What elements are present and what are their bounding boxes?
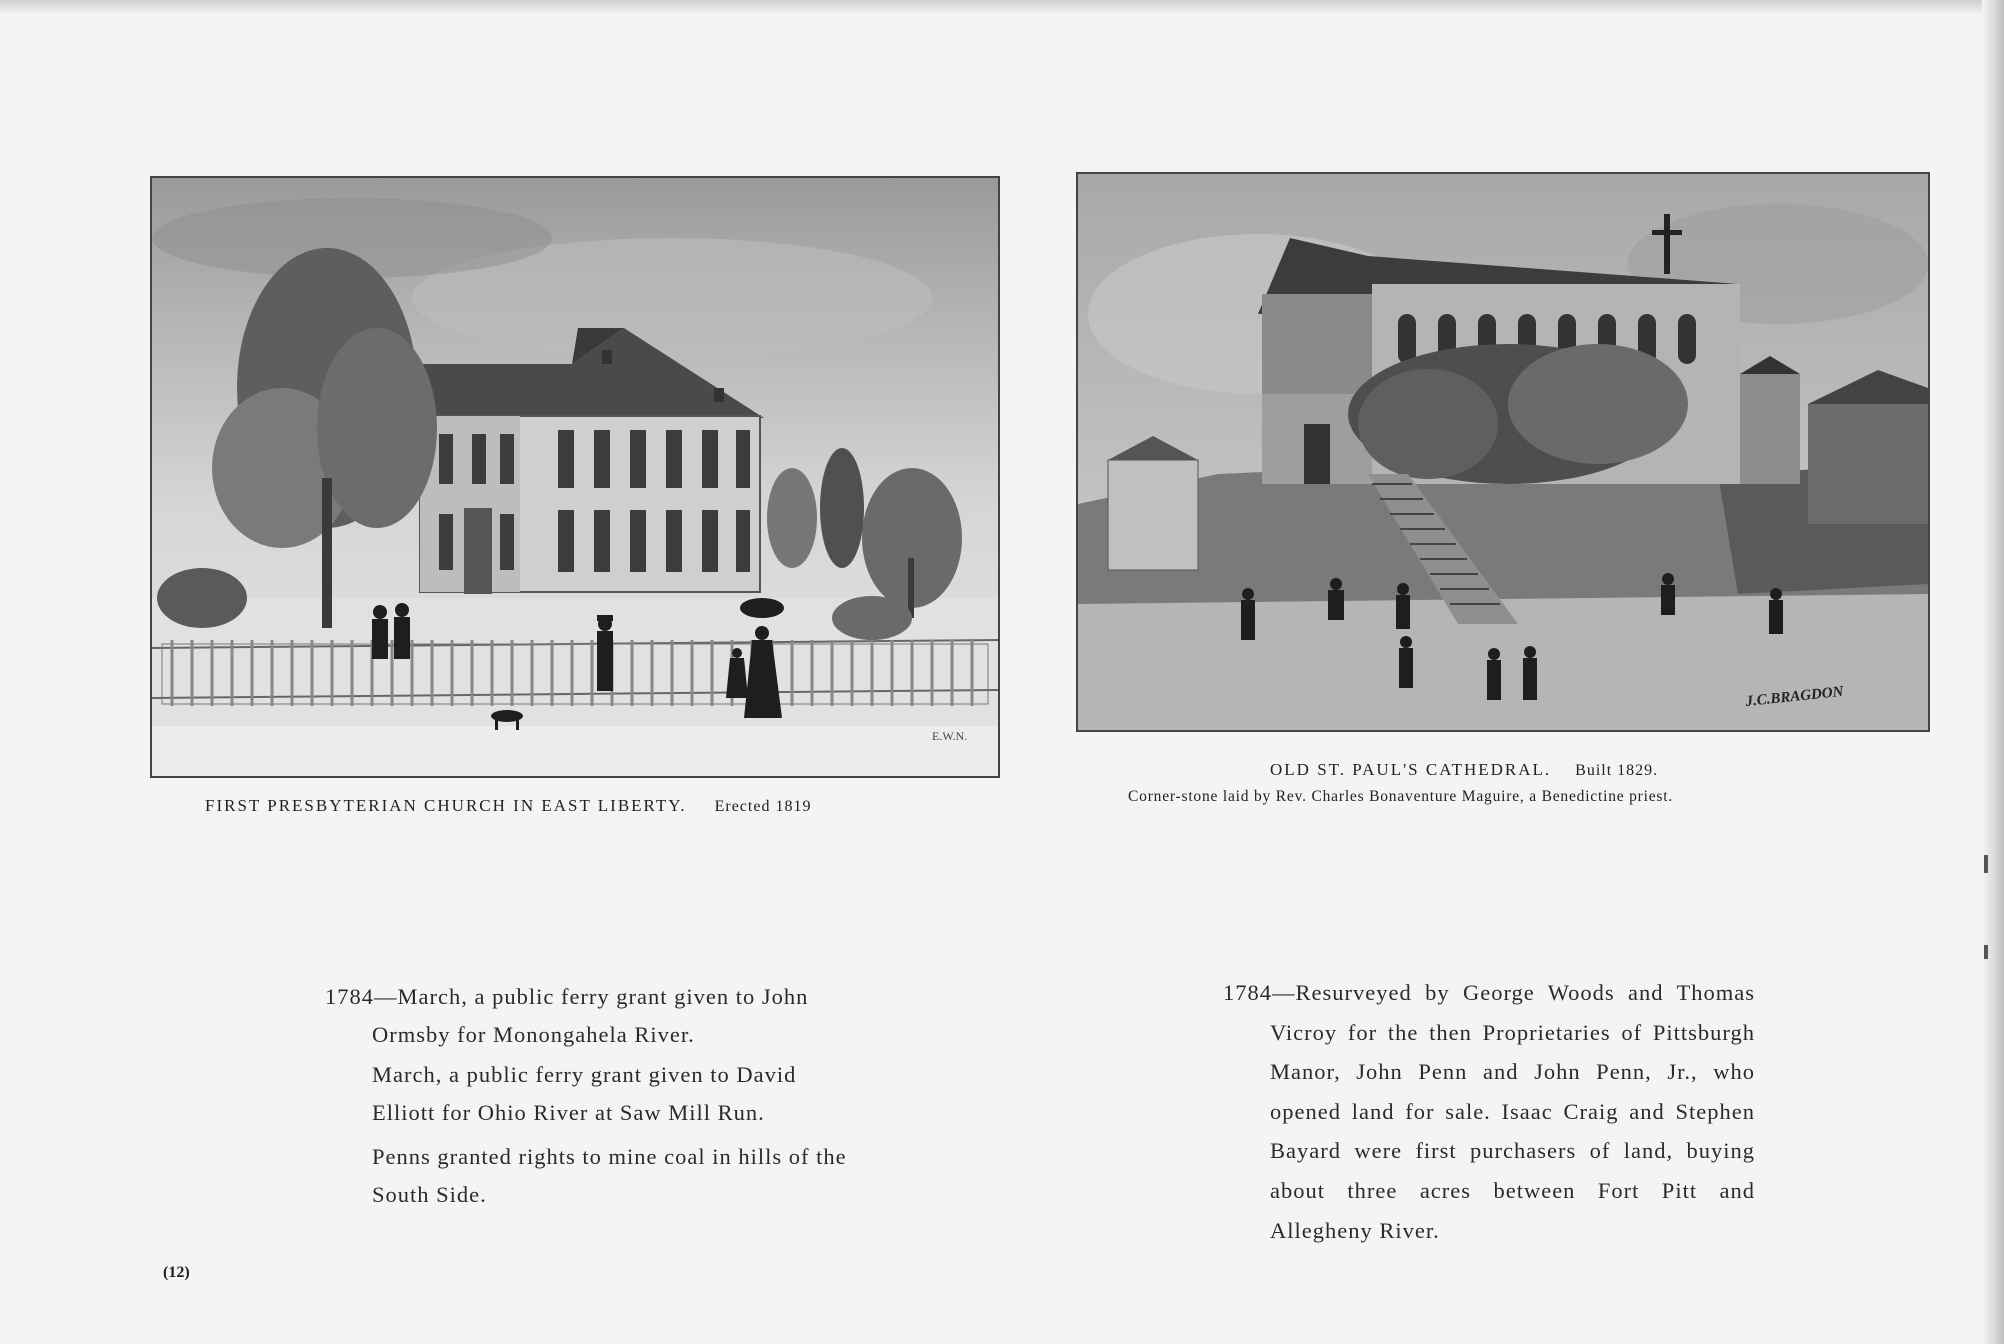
page-fore-edge bbox=[1982, 0, 2004, 1344]
caption-title: FIRST PRESBYTERIAN CHURCH IN EAST LIBERTY. bbox=[205, 796, 687, 815]
caption-note: Corner-stone laid by Rev. Charles Bonaventure Maguire, a Benedictine priest. bbox=[1128, 788, 1674, 805]
page-edge-mark bbox=[1984, 945, 1988, 959]
caption-year: Erected 1819 bbox=[714, 798, 812, 815]
caption-year: Built 1829. bbox=[1575, 762, 1659, 779]
chronology-entry: March, a public ferry grant given to David Elliott for Ohio River at Saw Mill Run. bbox=[372, 1062, 797, 1125]
artist-signature: J.C.BRAGDON bbox=[1744, 683, 1845, 710]
page-edge-mark bbox=[1984, 855, 1988, 873]
page-top-edge bbox=[0, 0, 2004, 14]
illustration-first-presbyterian-church bbox=[150, 176, 1000, 778]
chronology-entry: 1784—Resurveyed by George Woods and Thomas Vicroy for the then Proprietaries of Pittsburgh Manor, John Penn and John Penn, Jr., who opened land for sale. Isaac Craig and Stephen Bayard were first purchasers of land, buying about three acres between Fort Pitt and Allegheny River. bbox=[1223, 980, 1755, 1243]
chronology-column-left bbox=[325, 978, 862, 1214]
artist-mark: E.W.N. bbox=[932, 729, 968, 743]
caption-first-presbyterian-church bbox=[205, 796, 811, 816]
illustration-old-st-pauls-cathedral bbox=[1076, 172, 1930, 732]
caption-title: OLD ST. PAUL'S CATHEDRAL. bbox=[1270, 760, 1552, 779]
chronology-entry: Penns granted rights to mine coal in hills of the South Side. bbox=[372, 1144, 847, 1207]
caption-old-st-pauls-cathedral bbox=[1270, 760, 1658, 780]
chronology-column-right bbox=[1223, 973, 1755, 1250]
page-number: (12) bbox=[163, 1264, 190, 1281]
chronology-entry: 1784—March, a public ferry grant given to John Ormsby for Monongahela River. bbox=[325, 984, 809, 1047]
